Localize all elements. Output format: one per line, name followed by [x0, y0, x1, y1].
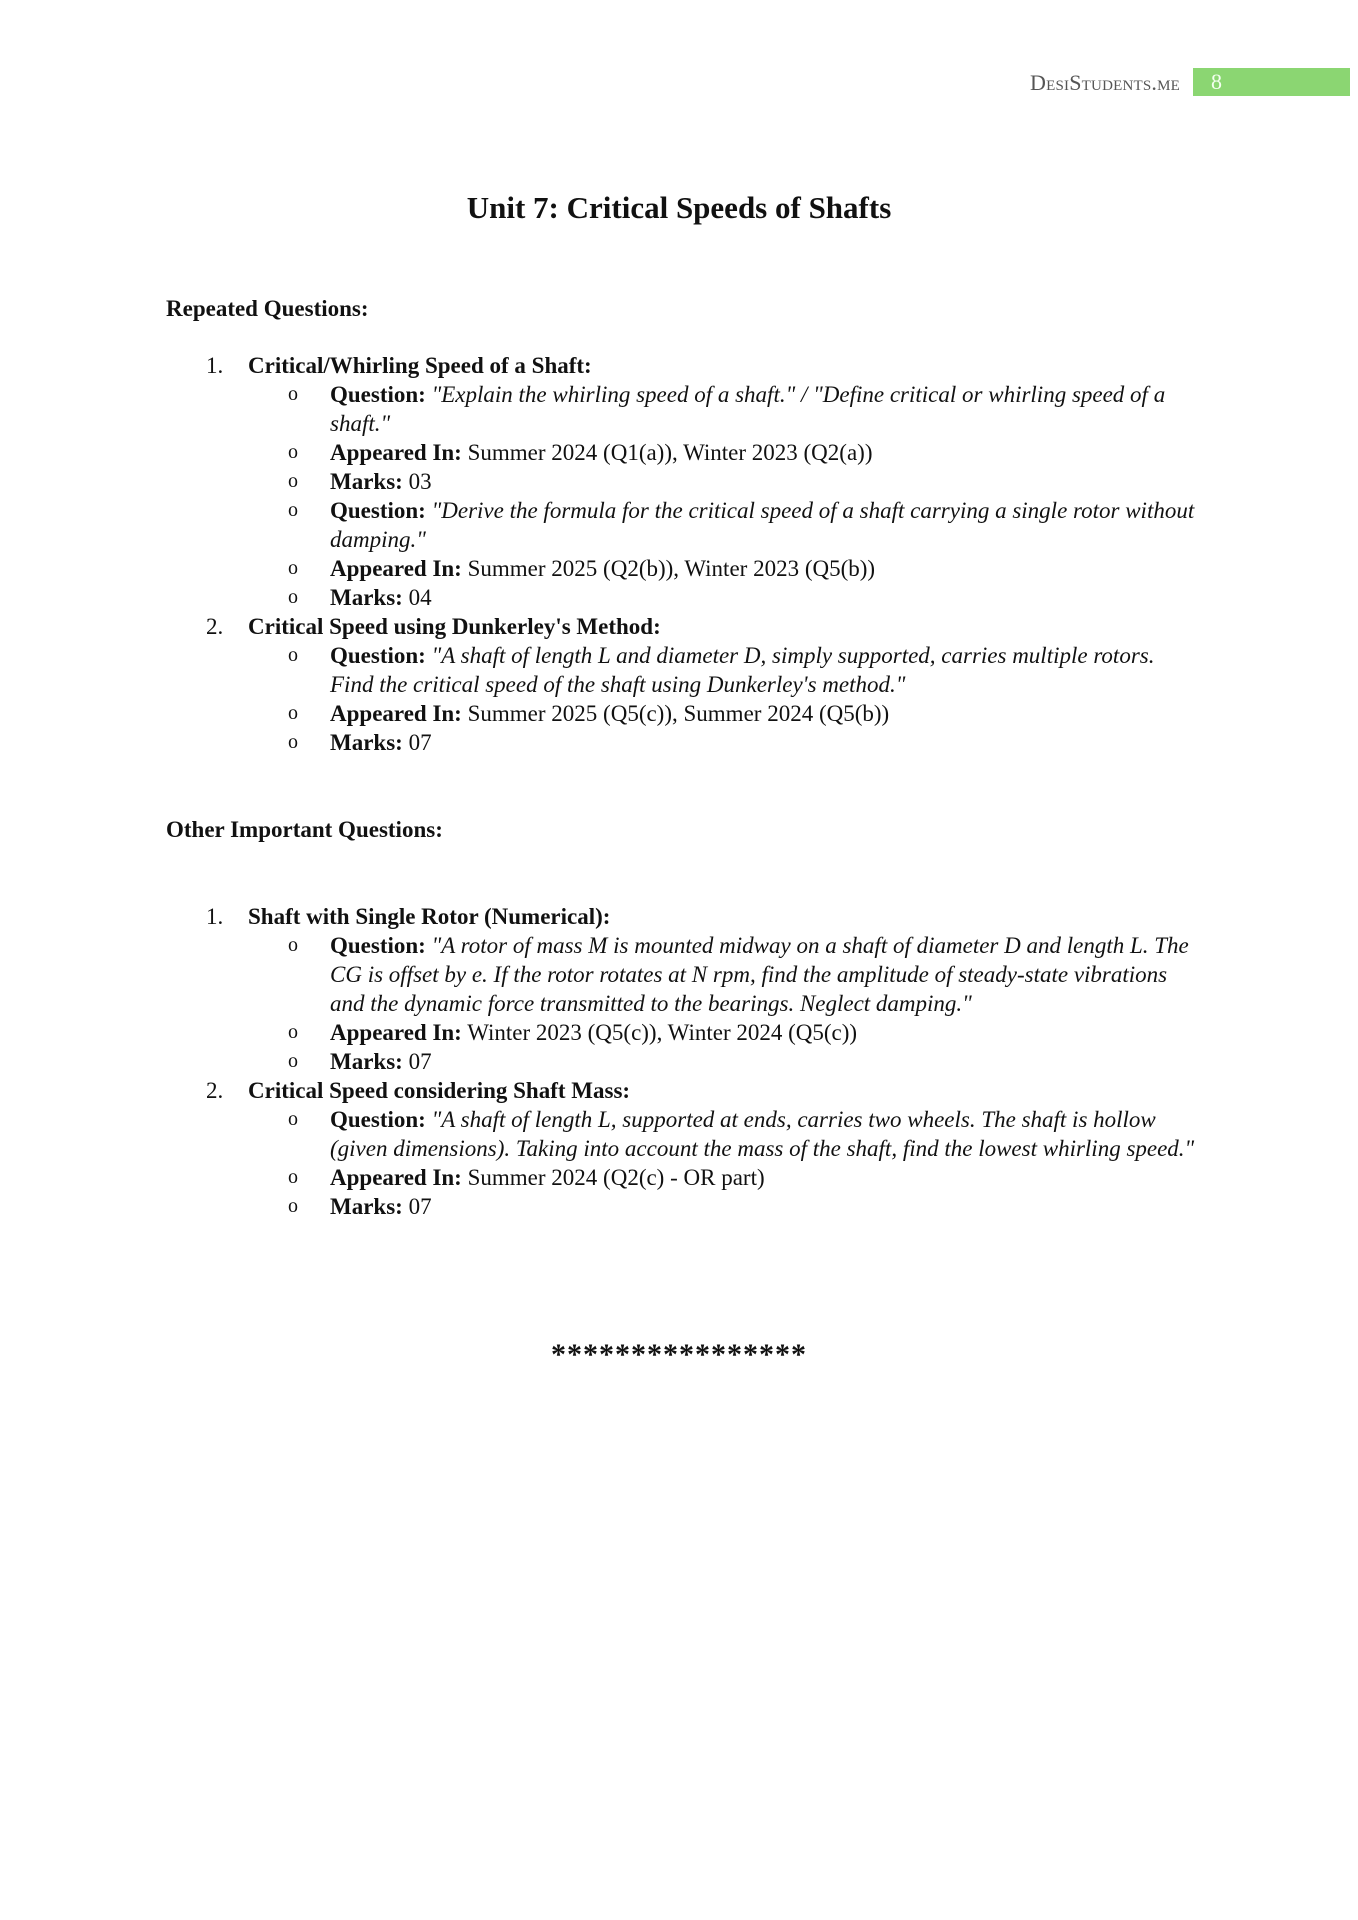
- bullet-icon: o: [288, 1108, 298, 1130]
- topic-title: [0, 612, 1358, 641]
- bullet-icon: o: [288, 1195, 298, 1217]
- topic-title: [0, 1076, 1358, 1105]
- bullet-icon: o: [288, 470, 298, 492]
- detail-value: "A shaft of length L and diameter D, simply supported, carries multiple rotors. Find the critical speed of the shaft using Dunkerley's method.": [330, 643, 1155, 697]
- section-heading-repeated: Repeated Questions:: [166, 296, 369, 321]
- detail-label: Appeared In:: [330, 556, 462, 581]
- bullet-icon: o: [288, 934, 298, 956]
- detail-value: 04: [408, 585, 432, 610]
- question-detail: [0, 583, 1358, 612]
- detail-value: Summer 2025 (Q5(c)), Summer 2024 (Q5(b)): [467, 701, 890, 726]
- question-topic: [0, 1076, 1358, 1221]
- question-detail: [0, 1018, 1358, 1047]
- question-topic: [0, 351, 1358, 612]
- bullet-icon: o: [288, 383, 298, 405]
- detail-value: Summer 2024 (Q2(c) - OR part): [467, 1165, 765, 1190]
- question-detail: [0, 1163, 1358, 1192]
- detail-label: Question:: [330, 1107, 426, 1132]
- detail-label: Question:: [330, 498, 426, 523]
- page-number-badge: 8: [1193, 68, 1350, 96]
- question-topic: [0, 612, 1358, 757]
- detail-value: Summer 2025 (Q2(b)), Winter 2023 (Q5(b)): [467, 556, 876, 581]
- detail-value: "Derive the formula for the critical speed of a shaft carrying a single rotor without damping.": [330, 498, 1195, 552]
- detail-value: 03: [408, 469, 432, 494]
- page-title: Unit 7: Critical Speeds of Shafts: [466, 190, 892, 225]
- bullet-icon: o: [288, 644, 298, 666]
- topic-number: 1.: [206, 904, 224, 929]
- bullet-icon: o: [288, 586, 298, 608]
- page-header: [0, 68, 1358, 96]
- section-heading-other: Other Important Questions:: [166, 817, 443, 842]
- question-detail: [0, 380, 1358, 438]
- question-detail: [0, 931, 1358, 1018]
- detail-value: Winter 2023 (Q5(c)), Winter 2024 (Q5(c)): [467, 1020, 858, 1045]
- question-detail: [0, 728, 1358, 757]
- bullet-icon: o: [288, 499, 298, 521]
- topic-number: 2.: [206, 1078, 224, 1103]
- detail-label: Marks:: [330, 1194, 403, 1219]
- topic-title: [0, 351, 1358, 380]
- bullet-icon: o: [288, 441, 298, 463]
- bullet-icon: o: [288, 1166, 298, 1188]
- repeated-questions-list: [0, 351, 1358, 757]
- detail-value: Summer 2024 (Q1(a)), Winter 2023 (Q2(a)): [467, 440, 873, 465]
- other-questions-list: [0, 902, 1358, 1221]
- bullet-icon: o: [288, 731, 298, 753]
- detail-label: Marks:: [330, 730, 403, 755]
- bullet-icon: o: [288, 1050, 298, 1072]
- topic-title: [0, 902, 1358, 931]
- question-topic: [0, 902, 1358, 1076]
- detail-value: "A rotor of mass M is mounted midway on a shaft of diameter D and length L. The CG is offset by e. If the rotor rotates at N rpm, find the amplitude of steady-state vibrations and the dynamic force transmitted to the bearings. Neglect damping.": [330, 933, 1189, 1016]
- bullet-icon: o: [288, 702, 298, 724]
- brand-name: DesiStudents.me: [1030, 70, 1180, 95]
- topic-number: 1.: [206, 353, 224, 378]
- question-detail: [0, 554, 1358, 583]
- bullet-icon: o: [288, 557, 298, 579]
- question-detail: [0, 1047, 1358, 1076]
- question-detail: [0, 496, 1358, 554]
- detail-value: "A shaft of length L, supported at ends, carries two wheels. The shaft is hollow (given dimensions). Taking into account the mass of the shaft, find the lowest whirling speed.": [330, 1107, 1195, 1161]
- question-detail: [0, 1105, 1358, 1163]
- detail-label: Appeared In:: [330, 701, 462, 726]
- topic-title-text: Critical/Whirling Speed of a Shaft:: [248, 353, 592, 378]
- detail-label: Question:: [330, 643, 426, 668]
- topic-title-text: Shaft with Single Rotor (Numerical):: [248, 904, 611, 929]
- detail-value: 07: [408, 1049, 432, 1074]
- topic-title-text: Critical Speed considering Shaft Mass:: [248, 1078, 631, 1103]
- detail-value: 07: [408, 1194, 432, 1219]
- question-detail: [0, 1192, 1358, 1221]
- question-detail: [0, 467, 1358, 496]
- question-detail: [0, 641, 1358, 699]
- topic-number: 2.: [206, 614, 224, 639]
- detail-label: Marks:: [330, 585, 403, 610]
- bullet-icon: o: [288, 1021, 298, 1043]
- question-detail: [0, 699, 1358, 728]
- end-separator: ****************: [551, 1338, 807, 1371]
- detail-value: 07: [408, 730, 432, 755]
- detail-label: Appeared In:: [330, 440, 462, 465]
- detail-value: "Explain the whirling speed of a shaft." / "Define critical or whirling speed of a shaft.": [330, 382, 1166, 436]
- detail-label: Appeared In:: [330, 1020, 462, 1045]
- detail-label: Appeared In:: [330, 1165, 462, 1190]
- question-detail: [0, 438, 1358, 467]
- detail-label: Marks:: [330, 1049, 403, 1074]
- detail-label: Question:: [330, 933, 426, 958]
- detail-label: Question:: [330, 382, 426, 407]
- topic-title-text: Critical Speed using Dunkerley's Method:: [248, 614, 661, 639]
- detail-label: Marks:: [330, 469, 403, 494]
